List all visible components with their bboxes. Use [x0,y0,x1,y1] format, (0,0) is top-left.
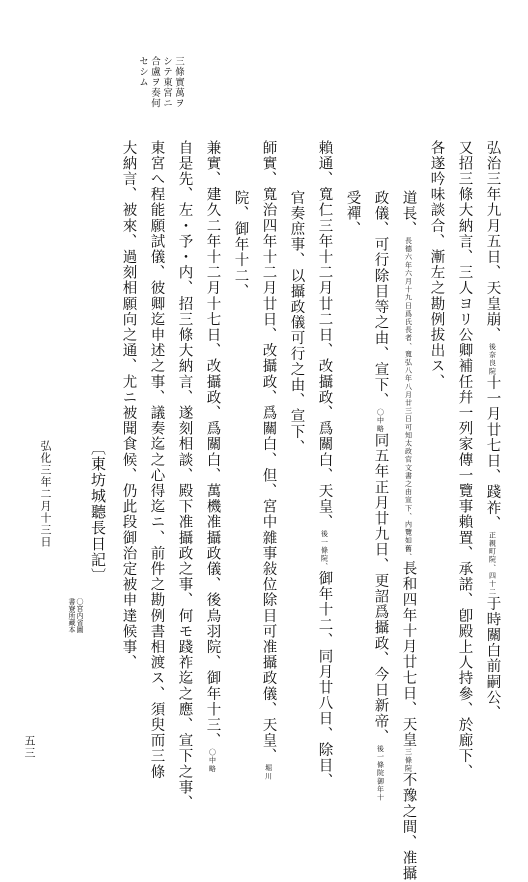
collection-line: 書寮所藏本 [68,598,76,633]
column-note: 長德六年六月十九日爲氏長者、寬弘八年八月廿三日可知太政官文書之由宣下、内覽如舊、 [404,236,413,561]
column-text: 御年十二、同月廿八日、除目、 [316,570,333,789]
column-note: 三條院 [404,748,413,773]
column-text: 不豫之間、准攝 [400,772,417,882]
column-note: 堀川 [264,764,273,781]
column-text: 政儀、可行除目等之由、宣下、 [372,190,389,409]
column-note: 後一條院御年十 [376,744,385,802]
entry-date-text: 弘化三年二月十三日 [39,440,52,548]
column-note: 〇中略 [376,408,385,433]
column-note: 〇中略 [208,748,217,773]
text-column [457,140,472,780]
text-column [317,140,332,789]
column-text: 于時關白前嗣公、 [484,596,501,721]
page-number-text: 五三 [23,735,36,759]
text-column [401,190,416,882]
text-column [429,140,444,390]
column-note: 後奈良院 [488,342,497,376]
column-text: 師實、寬治四年十二月廿日、改攝政、爲關白、但、宮中雜事敍位除目可准攝政儀、天皇、 [260,140,277,764]
text-column [177,140,192,811]
collection-line: 〇宮内省圖 [76,598,84,633]
text-column [373,190,388,801]
column-note: 後一條院、 [320,530,329,571]
margin-note-line: 盧ヲ奏何セ [137,56,160,109]
text-column [345,190,360,237]
margin-note [124,56,184,112]
text-column [233,190,248,299]
entry-date [40,440,51,548]
page-number [24,735,35,759]
text-column [289,190,304,455]
margin-note-line: 三條實萬ヲ [173,56,184,109]
column-text: 官奏庶事、以攝政儀可行之由、宣下、 [288,190,305,456]
column-note: 正親町院、四十二 [488,531,497,597]
text-column [121,140,136,670]
source-label: 〔東坊城聽長日記〕 [89,440,107,584]
margin-note-line: シム [137,66,148,88]
column-text: 受禪、 [344,190,361,237]
text-column [261,140,276,780]
column-text: 東宮へ程能願試儀、彼卿迄申述之事、議奏迄之心得迄ニ、前件之勘例書相渡ス、須臾而三條 [148,140,165,780]
text-column [149,140,164,780]
margin-note-line: シテ東宮ニ合 [149,56,172,109]
column-text: 賴通、寬仁三年十二月廿二日、改攝政、爲關白、天皇、 [316,140,333,530]
column-text: 院、御年十二、 [232,190,249,300]
column-text: 自是先、左・予・内、招三條大納言、遂刻相談、殿下准攝政之事、何モ踐祚迄之應、宣下之事、 [176,140,193,811]
text-column [485,140,500,721]
source-collection [76,598,83,633]
column-text: 弘治三年九月五日、天皇崩、 [484,140,501,343]
column-text: 同五年正月廿九日、更詔爲攝政、今日新帝、 [372,432,389,745]
source-collection [68,598,75,633]
text-column [205,140,220,773]
column-text: 又招三條大納言、三人ヨリ公卿補任幷一列家傳一覽事賴置、承諾、卽殿上人持參、於廊下、 [456,140,473,780]
column-text: 道長、 [400,190,417,237]
column-text: 各遂吟味談合、漸左之勘例拔出ス、 [428,140,445,390]
column-text: 兼實、建久二年十二月十七日、改攝政、爲關白、萬機准攝政儀、後鳥羽院、御年十三、 [204,140,221,749]
column-text: 大納言、被來、過刻相願向之通、尤ニ被聞食候、仍此段御治定被申達候事、 [120,140,137,671]
source-citation [90,440,105,584]
column-text: 長和四年十月廿七日、天皇 [400,560,417,749]
column-text: 十一月廿七日、踐祚、 [484,375,501,532]
